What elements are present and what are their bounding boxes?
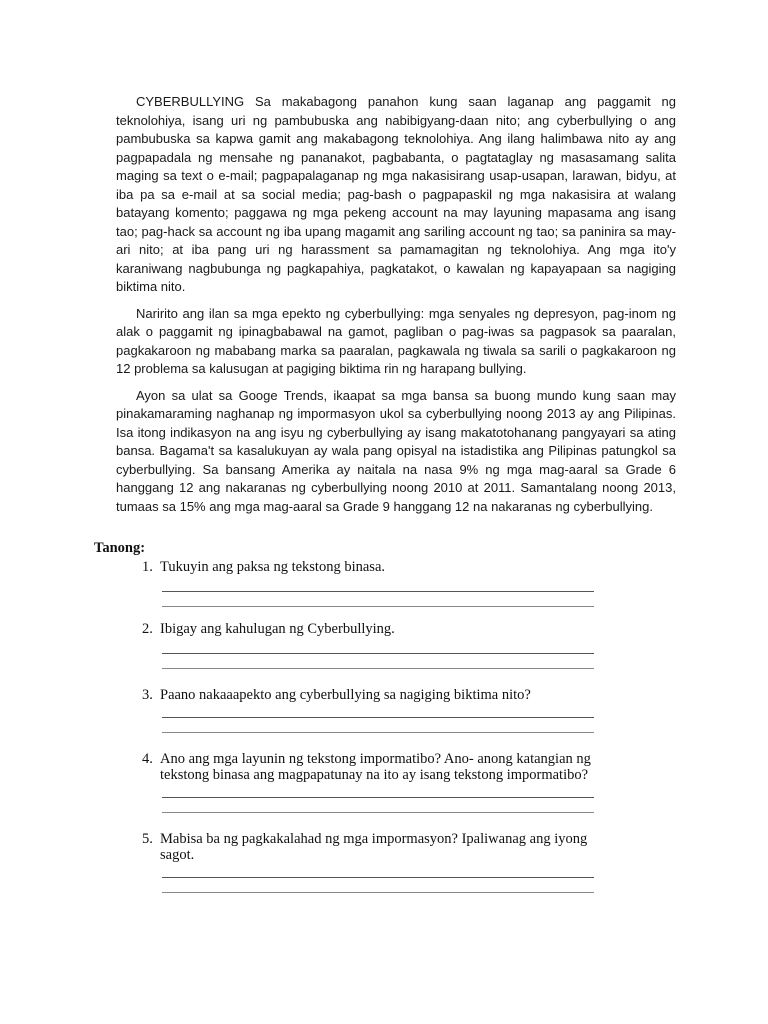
questions-section xyxy=(94,540,614,893)
question-number: 1. xyxy=(142,559,153,575)
question-item xyxy=(142,751,594,813)
answer-line[interactable] xyxy=(162,592,594,607)
question-number: 4. xyxy=(142,751,153,767)
paragraph-effects: Naririto ang ilan sa mga epekto ng cyberbullying: mga senyales ng depresyon, pag-inom ng alak o paggamit ng ipinagbabawal na gamot, pagliban o pag-iwas sa pagpasok sa paaralan, pagkakaroon ng mababang marka sa paaralan, pagkawala ng tiwala sa sarili o pagkakaroon ng 12 problema sa kalusugan at pagiging biktima rin ng harapang bullying. xyxy=(116,305,676,376)
questions-title: Tanong: xyxy=(94,540,146,556)
answer-line[interactable] xyxy=(162,798,594,813)
reading-passage xyxy=(116,93,676,524)
question-text: Ano ang mga layunin ng tekstong impormatibo? Ano- anong katangian ng tekstong binasa ang magpapatunay na ito ay isang tekstong impormatibo? xyxy=(160,751,591,783)
answer-line[interactable] xyxy=(162,783,594,798)
question-text: Paano nakaaapekto ang cyberbullying sa nagiging biktima nito? xyxy=(160,687,531,703)
answer-line[interactable] xyxy=(162,703,594,718)
answer-line[interactable] xyxy=(162,878,594,893)
paragraph-intro: CYBERBULLYING Sa makabagong panahon kung saan laganap ang paggamit ng teknolohiya, isang uri ng pambubuska ang nabibigyang-daan nito; ang cyberbullying o ang pambubuska sa kapwa gamit ang makabagong teknolohiya. Ang ilang halimbawa nito ay ang pagpapadala ng mensahe ng pananakot, pagbabanta, o pagtataglay ng masasamang salita maging sa text o e-mail; pagpapalaganap ng mga nakasisirang usap-usapan, larawan, bidyu, at iba pa sa e-mail at sa social media; pag-bash o pagpapaskil ng mga nakasisira at walang batayang komento; paggawa ng mga pekeng account na may layuning mapasama ang isang tao; pag-hack sa account ng iba upang magamit ang sariling account ng tao; sa paninira sa may-ari nito; at iba pang uri ng harassment sa pamamagitan ng teknolohiya. Ang mga ito'y karaniwang nagbubunga ng pagkapahiya, pagkatakot, o kawalan ng kapayapaan sa nagiging biktima nito. xyxy=(116,94,676,294)
question-item xyxy=(142,831,594,893)
question-number: 3. xyxy=(142,687,153,703)
question-number: 2. xyxy=(142,621,153,637)
paragraph-statistics: Ayon sa ulat sa Googe Trends, ikaapat sa mga bansa sa buong mundo kung saan may pinakamaraming naghanap ng impormasyon ukol sa cyberbullying noong 2013 ay ang Pilipinas. Isa itong indikasyon na ang isyu ng cyberbullying ay isang makatotohanang pangyayari sa ating bansa. Bagama't sa kasalukuyan ay wala pang opisyal na istadistika ang Pilipinas patungkol sa cyberbullying. Sa bansang Amerika ay naitala na nasa 9% ng mga mag-aaral sa Grade 6 hanggang 12 ang nakaranas ng cyberbullying noong 2010 at 2011. Samantalang noong 2013, tumaas sa 15% ang mga mag-aaral sa Grade 9 hanggang 12 na nakaranas ng cyberbullying. xyxy=(116,387,676,514)
question-item xyxy=(142,621,594,669)
question-text: Ibigay ang kahulugan ng Cyberbullying. xyxy=(160,621,395,637)
answer-line[interactable] xyxy=(162,863,594,878)
question-item xyxy=(142,687,594,733)
question-text: Mabisa ba ng pagkakalahad ng mga impormasyon? Ipaliwanag ang iyong sagot. xyxy=(160,831,588,863)
question-item xyxy=(142,559,594,607)
answer-line[interactable] xyxy=(162,639,594,654)
question-text: Tukuyin ang paksa ng tekstong binasa. xyxy=(160,559,386,575)
answer-line[interactable] xyxy=(162,577,594,592)
question-number: 5. xyxy=(142,831,153,847)
answer-line[interactable] xyxy=(162,718,594,733)
answer-line[interactable] xyxy=(162,654,594,669)
